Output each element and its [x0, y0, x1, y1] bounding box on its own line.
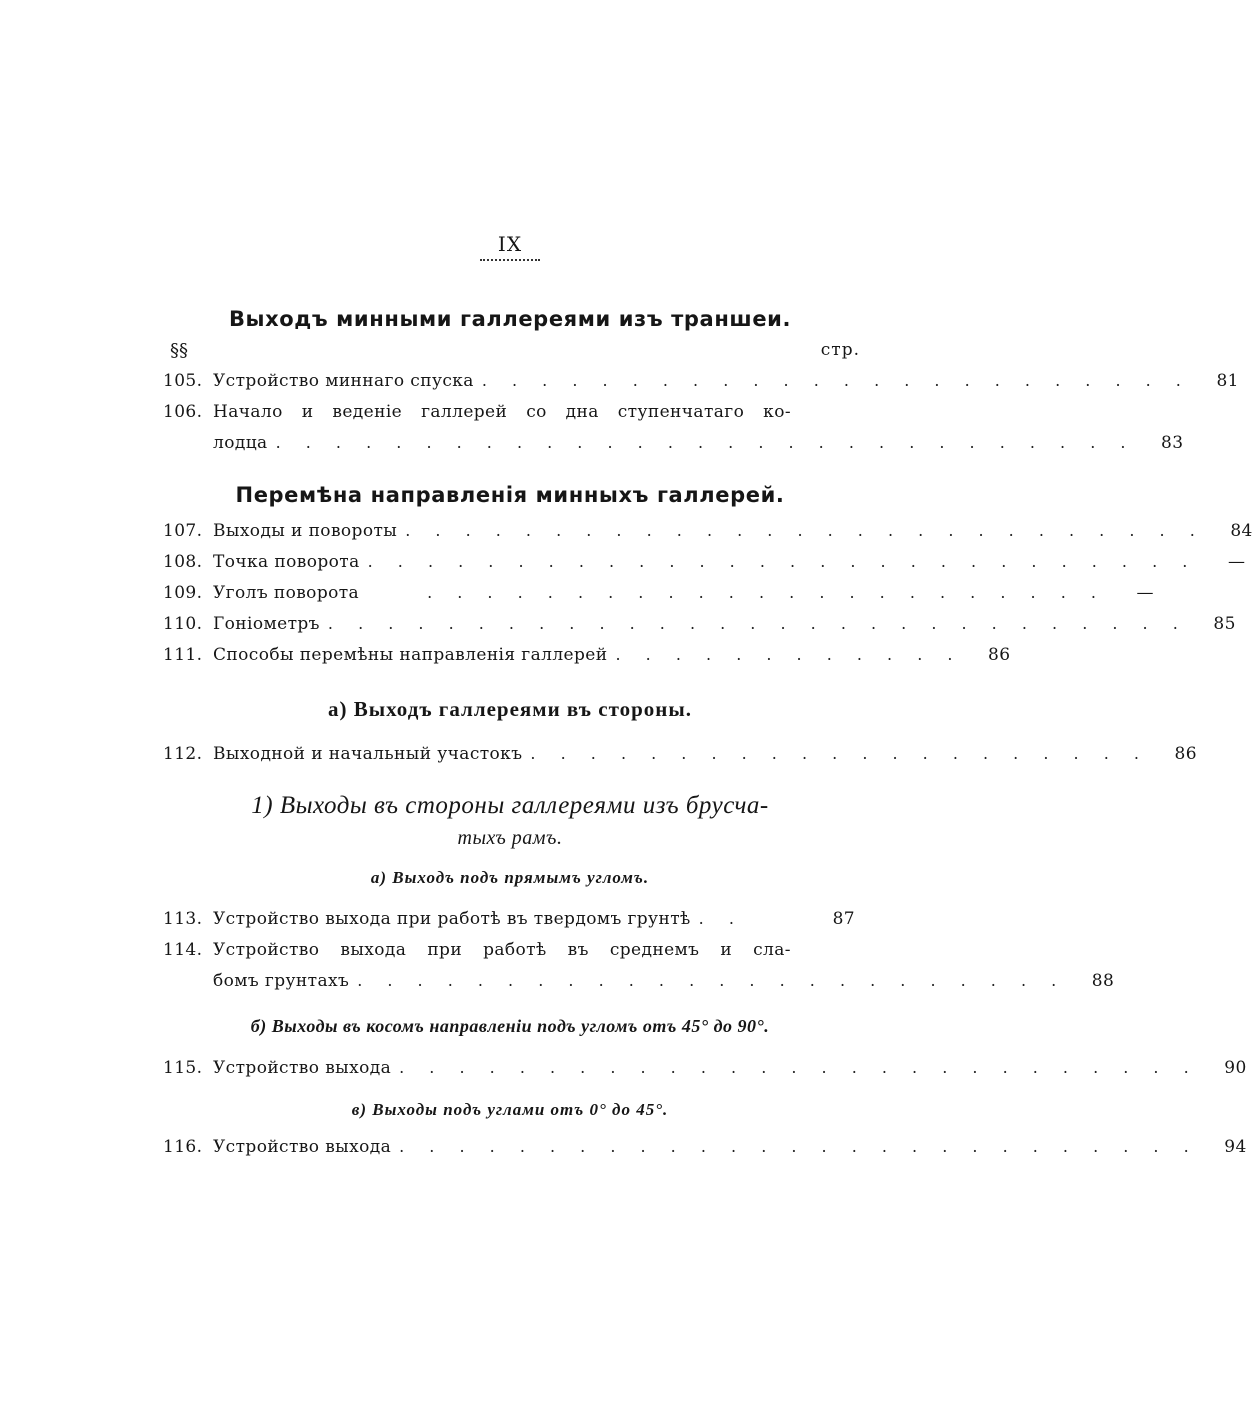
- word: при: [427, 940, 463, 960]
- paragraphs-label: §§: [170, 340, 188, 361]
- entry-title: Точка поворота: [213, 552, 360, 572]
- entry-page: 87: [832, 909, 855, 929]
- leader-dots: . .: [698, 909, 744, 928]
- entry-title: Выходной и начальный участокъ: [213, 744, 523, 764]
- leader-dots: . . . . . . . . . . . . . . . . . . . . . . . .: [481, 371, 1191, 390]
- entry-page: —: [1136, 583, 1154, 603]
- entry-number: 105.: [163, 371, 203, 391]
- entry-page: 88: [1091, 971, 1115, 991]
- page-number: IX: [497, 232, 523, 256]
- entry-title: Устройство выхода: [213, 1058, 392, 1078]
- entry-title: Способы перемѣны направленія галлерей: [213, 645, 608, 665]
- entry-page: —: [1227, 552, 1246, 572]
- subsection-heading-line1: 1) Выходы въ стороны галлереями изъ брусча-: [251, 792, 769, 819]
- entry-title-line2: лодца: [213, 433, 268, 453]
- word: выхода: [340, 940, 407, 960]
- word: галлерей: [421, 402, 508, 422]
- entry-page: 94: [1224, 1137, 1247, 1157]
- entry-title: Выходы и повороты: [213, 521, 398, 541]
- entry-number: 108.: [163, 552, 203, 572]
- toc-entry-114-cont[interactable]: [213, 968, 1115, 994]
- entry-number: 112.: [163, 744, 203, 764]
- entry-number: 114.: [163, 940, 203, 960]
- section-heading-change-direction: Перемѣна направленія минныхъ галлерей.: [235, 483, 785, 507]
- leader-dots: . . . . . . . . . . . . . . . . . . . . . . . . . . . . .: [275, 433, 1136, 452]
- subsection-heading-right-angle: а) Выходъ подъ прямымъ угломъ.: [370, 868, 650, 887]
- toc-entry-115[interactable]: [163, 1055, 1247, 1081]
- entry-title-line2: бомъ грунтахъ: [213, 971, 350, 991]
- entry-title: Устройство выхода при работѣ въ твердомъ грунтѣ: [213, 909, 691, 929]
- word: ступенчатаго: [617, 402, 745, 422]
- entry-number: 113.: [163, 909, 203, 929]
- toc-entry-109[interactable]: [163, 580, 1154, 606]
- word: среднемъ: [609, 940, 700, 960]
- toc-entry-112[interactable]: [163, 741, 1197, 767]
- toc-entry-114[interactable]: [163, 937, 855, 963]
- entry-title: Устройство выхода: [213, 1137, 392, 1157]
- entry-number: 110.: [163, 614, 203, 634]
- word: работѣ: [483, 940, 547, 960]
- entry-page: 86: [1174, 744, 1197, 764]
- leader-dots: . . . . . . . . . . . . . . . . . . . . . . . .: [357, 971, 1067, 990]
- toc-entry-105[interactable]: [163, 368, 1239, 394]
- entry-page: 81: [1216, 371, 1239, 391]
- word: въ: [567, 940, 589, 960]
- page-number-rule: [480, 259, 540, 261]
- section-heading-exit-sideways: а) Выходъ галлереями въ стороны.: [327, 697, 693, 721]
- word: Устройство: [213, 940, 320, 960]
- toc-entry-113[interactable]: [163, 906, 855, 932]
- entry-title: Гоніометръ: [213, 614, 320, 634]
- word: и: [720, 940, 733, 960]
- subsection-heading-oblique: б) Выходы въ косомъ направленіи подъ угломъ отъ 45° до 90°.: [250, 1016, 770, 1036]
- toc-entry-106-cont[interactable]: [213, 430, 1184, 456]
- word: ко-: [763, 402, 791, 422]
- entry-number: 107.: [163, 521, 203, 541]
- entry-title: Уголъ поворота: [213, 583, 360, 603]
- entry-number: 106.: [163, 402, 203, 422]
- toc-entry-106[interactable]: [163, 399, 855, 425]
- toc-entry-111[interactable]: [163, 642, 1011, 668]
- word: дна: [565, 402, 599, 422]
- entry-number: 111.: [163, 645, 203, 665]
- entry-number: 115.: [163, 1058, 203, 1078]
- leader-dots: . . . . . . . . . . . . . . . . . . . . . . .: [427, 583, 1106, 602]
- leader-dots: . . . . . . . . . . . .: [615, 645, 963, 664]
- word: сла-: [753, 940, 791, 960]
- entry-title-line1: [213, 399, 791, 425]
- entry-page: 86: [988, 645, 1011, 665]
- entry-page: 84: [1230, 521, 1253, 541]
- entry-number: 116.: [163, 1137, 203, 1157]
- entry-title: Устройство миннаго спуска: [213, 371, 474, 391]
- page-column-label: стр.: [820, 340, 860, 360]
- leader-dots: . . . . . . . . . . . . . . . . . . . . . . . . . . . . .: [327, 614, 1188, 633]
- leader-dots: . . . . . . . . . . . . . . . . . . . . . . . . . . .: [405, 521, 1205, 540]
- toc-entry-110[interactable]: [163, 611, 1236, 637]
- word: и: [301, 402, 314, 422]
- entry-title-line1: [213, 937, 791, 963]
- word: Начало: [213, 402, 283, 422]
- leader-dots: . . . . . . . . . . . . . . . . . . . . . . . . . . . .: [367, 552, 1198, 571]
- leader-dots: . . . . . . . . . . . . . . . . . . . . .: [530, 744, 1149, 763]
- subsection-heading-timber-frames: [160, 790, 860, 854]
- subsection-heading-small-angles: в) Выходы подъ углами отъ 0° до 45°.: [351, 1100, 669, 1119]
- word: со: [526, 402, 547, 422]
- word: веденіе: [332, 402, 403, 422]
- leader-dots: . . . . . . . . . . . . . . . . . . . . . . . . . . .: [399, 1058, 1199, 1077]
- subsection-heading-line2: тыхъ рамъ.: [457, 827, 563, 849]
- toc-entry-116[interactable]: [163, 1134, 1247, 1160]
- leader-dots: . . . . . . . . . . . . . . . . . . . . . . . . . . .: [399, 1137, 1199, 1156]
- entry-page: 90: [1224, 1058, 1247, 1078]
- entry-page: 83: [1161, 433, 1184, 453]
- entry-page: 85: [1213, 614, 1236, 634]
- entry-number: 109.: [163, 583, 203, 603]
- toc-entry-108[interactable]: [163, 549, 1246, 575]
- section-heading-exit-from-trench: Выходъ минными галлереями изъ траншеи.: [228, 307, 792, 331]
- toc-entry-107[interactable]: [163, 518, 1253, 544]
